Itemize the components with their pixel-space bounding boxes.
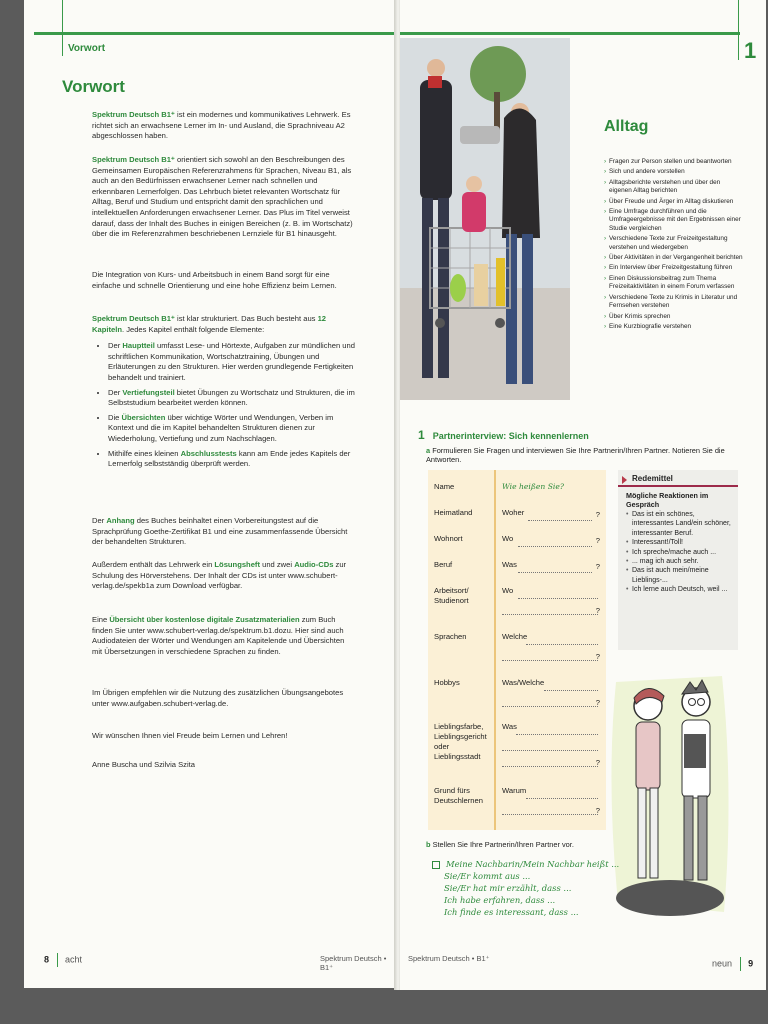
redemittel-item: • Interessant!/Toll!	[626, 538, 734, 547]
row-label: Wohnort	[434, 534, 463, 543]
topic-item: › Eine Umfrage durchführen und die Umfrageergebnisse mit den Ergebnissen einer Studie vergleichen	[604, 208, 744, 233]
phrase-item	[432, 870, 622, 882]
page-title: Vorwort	[62, 77, 125, 96]
item-key: Übersichten	[121, 412, 166, 422]
item-post: umfasst Lese- und Hörtexte, Aufgaben zur mündlichen und schriftlichen Kommunikation, Wortschatztraining, Übungen und Erläuterungen zu den Strukturen. Hier werden grundlegende Fertigkeiten behandelt und trainiert.	[108, 341, 355, 382]
item-pre: Mithilfe eines kleinen	[108, 448, 181, 458]
row-question: Was/Welche	[502, 678, 545, 687]
topic-item: › Eine Kurzbiografie verstehen	[604, 323, 744, 331]
paragraph-text: Eine	[92, 615, 110, 624]
redemittel-item: • Das ist ein schönes, interessantes Land/ein schöner, interessanter Beruf.	[626, 510, 734, 538]
paragraph-text: ist klar strukturiert. Das Buch besteht aus	[174, 314, 318, 323]
paragraph-text: ist ein modernes und kommunikatives Lehrwerk. Es richtet sich an erwachsene Lerner im In- und Ausland, die Sprachniveau A2 abgeschlossen haben.	[92, 110, 351, 141]
phrase-item	[432, 906, 622, 918]
answer-line[interactable]	[544, 690, 598, 691]
paragraph-integration: Die Integration von Kurs- und Arbeitsbuch in einem Band sorgt für eine einfache und schnelle Orientierung und eine hohe Effizienz beim Lernen.	[92, 270, 337, 290]
row-label: Sprachen	[434, 632, 467, 641]
brand-name: Spektrum Deutsch B1⁺	[92, 110, 175, 119]
answer-line[interactable]	[502, 750, 598, 751]
page-word: neun	[712, 958, 733, 969]
answer-line[interactable]	[518, 546, 592, 547]
paragraph-text: zum Buch finden Sie unter www.schubert-verlag.de/spektrum.b1.dozu. Hier sind auch Audiodateien der Wörter und Wendungen am Kapitelende und Übersichten mit Übersetzungen in verschiedene Sprachen zu finden.	[92, 615, 345, 656]
paragraph-framework	[92, 155, 356, 240]
topic-item: › Ein Interview über Freizeitgestaltung führen	[604, 264, 744, 272]
exercise-number: 1	[418, 428, 425, 442]
page-word: acht	[65, 954, 83, 965]
part-letter: b	[426, 840, 431, 849]
header-rule	[34, 32, 396, 35]
photo-illustration	[400, 38, 570, 400]
photo-family-shopping	[400, 38, 570, 400]
answer-line[interactable]	[502, 660, 598, 661]
exercise-title: Partnerinterview: Sich kennenlernen	[432, 431, 589, 441]
item-pre: Die	[108, 412, 122, 422]
row-label: Name	[434, 482, 455, 491]
row-question: Woher	[502, 508, 525, 517]
page-footer	[44, 953, 82, 967]
redemittel-box	[618, 470, 738, 650]
answer-line[interactable]	[528, 520, 592, 521]
topic-item: › Sich und andere vorstellen	[604, 168, 744, 176]
row-question: Was	[502, 560, 517, 569]
page-footer	[712, 957, 753, 971]
book-title-footer: Spektrum Deutsch • B1⁺	[408, 954, 490, 963]
paragraph-wishes: Wir wünschen Ihnen viel Freude beim Lernen und Lehren!	[92, 731, 288, 740]
triangle-arrow-icon	[622, 476, 627, 484]
row-label: Arbeitsort/ Studienort	[434, 586, 469, 605]
topic-item: › Einen Diskussionsbeitrag zum Thema Freizeitaktivitäten in einem Forum verfassen	[604, 275, 744, 292]
chapter-topics	[604, 158, 744, 333]
part-instruction: Formulieren Sie Fragen und interviewen Sie Ihre Partnerin/Ihren Partner. Notieren Sie die Antworten.	[426, 446, 725, 464]
row-label: Heimatland	[434, 508, 473, 517]
redemittel-item: • Das ist auch mein/meine Lieblings-...	[626, 566, 734, 585]
phrase-text: Meine Nachbarin/Mein Nachbar heißt ...	[446, 859, 620, 869]
topic-item: › Verschiedene Texte zur Freizeitgestaltung verstehen und wiedergeben	[604, 235, 744, 252]
item-pre: Der	[108, 387, 123, 397]
running-head: Vorwort	[68, 43, 106, 54]
item-key: Hauptteil	[122, 341, 155, 351]
paragraph-text: orientiert sich sowohl an den Beschreibungen des Gemeinsamen Europäischen Referenzrahmens für Sprachen, Niveau B1, als auch an den Bedürfnissen erwachsener Lerner nach schnellen und erkennbaren Lernerfolgen. Das Lehrbuch bietet relevanten Wortschatz für Alltag, Beruf und Studium und entspricht damit den sprachlichen und intellektuellen Anforderungen erwachsener Lerner. Das Plus im Titel verweist darauf, dass der Inhalt des Buches in einigen Bereichen (z. B. im Wortschatz) über die im Referenzrahmen beschriebenen Lernziele für B1 hinausgeht.	[92, 155, 353, 239]
paragraph-text: und zwei	[259, 560, 295, 569]
item-key: Vertiefungsteil	[122, 387, 175, 397]
item-post: kann am Ende jedes Kapitels der Lernerfolg selbstständig überprüft werden.	[108, 448, 351, 469]
topic-item: › Über Freude und Ärger im Alltag diskutieren	[604, 198, 744, 206]
paragraph-text: des Buches beinhaltet einen Vorbereitungstest auf die Sprachprüfung Goethe-Zertifikat B1 und eine zusammenfassende Übersicht der behandelten Strukturen.	[92, 516, 348, 547]
page-number: 9	[748, 958, 754, 969]
part-letter: a	[426, 446, 431, 455]
row-question: Wo	[502, 534, 514, 543]
phrase-text: Ich habe erfahren, dass ...	[444, 895, 556, 905]
element-list	[92, 341, 356, 470]
item-key: Abschlusstests	[180, 448, 237, 458]
list-item	[108, 388, 356, 409]
item-pre: Der	[108, 341, 123, 351]
paragraph-appendix	[92, 516, 356, 548]
answer-line[interactable]	[502, 814, 598, 815]
checkbox-icon[interactable]	[432, 861, 440, 869]
paragraph-exercises: Im Übrigen empfehlen wir die Nutzung des zusätzlichen Übungsangebotes unter www.aufgaben.schubert-verlag.de.	[92, 688, 344, 708]
paragraph-digital	[92, 615, 356, 657]
row-label: Hobbys	[434, 678, 460, 687]
header-rule	[400, 32, 740, 35]
paragraph-cds	[92, 560, 356, 592]
item-post: über wichtige Wörter und Wendungen, Verben im Kontext und die im Kapitel behandelten Strukturen dienen zur Wiederholung, Vertiefung und zum Nachschlagen.	[108, 412, 334, 443]
topic-item: › Alltagsberichte verstehen und über den eigenen Alltag berichten	[604, 179, 744, 196]
topic-item: › Fragen zur Person stellen und beantworten	[604, 158, 744, 166]
row-question: Warum	[502, 786, 527, 795]
brand-name: Spektrum Deutsch B1⁺	[92, 155, 175, 164]
exercise-part-b	[426, 840, 574, 849]
cartoon-illustration	[606, 662, 734, 920]
answer-line[interactable]	[502, 706, 598, 707]
paragraph-text: Der	[92, 516, 107, 525]
redemittel-item: • Ich spreche/mache auch ...	[626, 548, 734, 557]
exercise-heading	[418, 428, 589, 442]
paragraph-text: Außerdem enthält das Lehrwerk ein	[92, 560, 215, 569]
list-item	[108, 449, 356, 470]
row-question: Wie heißen Sie?	[502, 482, 564, 491]
list-item	[108, 413, 356, 445]
keyword: Übersicht über kostenlose digitale Zusatzmaterialien	[109, 615, 300, 624]
answer-line[interactable]	[502, 766, 598, 767]
answer-line[interactable]	[518, 572, 592, 573]
redemittel-item: • Ich lerne auch Deutsch, weil ...	[626, 585, 734, 594]
exercise-part-a	[426, 446, 756, 464]
cartoon-two-people-talking	[606, 662, 734, 920]
part-instruction: Stellen Sie Ihre Partnerin/Ihren Partner vor.	[432, 840, 574, 849]
phrase-item	[432, 894, 622, 906]
answer-line[interactable]	[526, 644, 598, 645]
phrase-text: Sie/Er kommt aus ...	[444, 871, 531, 881]
paragraph-structure	[92, 314, 356, 474]
list-item	[108, 341, 356, 383]
right-page	[400, 0, 766, 990]
keyword: Lösungsheft	[214, 560, 260, 569]
phrase-list	[432, 858, 622, 918]
row-label: Grund fürs Deutschlernen	[434, 786, 483, 805]
row-question: Was	[502, 722, 517, 731]
header-bar	[62, 0, 63, 56]
book-title-footer: Spektrum Deutsch • B1⁺	[320, 954, 387, 972]
row-label: Lieblingsfarbe, Lieblingsgericht oder Lieblingsstadt	[434, 722, 487, 761]
left-page	[24, 0, 396, 988]
redemittel-item: • ... mag ich auch sehr.	[626, 557, 734, 566]
item-post: bietet Übungen zu Wortschatz und Strukturen, die im Selbststudium bearbeitet werden können.	[108, 387, 355, 408]
chapter-number: 1	[744, 38, 757, 63]
answer-line[interactable]	[516, 734, 598, 735]
header-bar	[738, 0, 739, 60]
topic-item: › Über Krimis sprechen	[604, 313, 744, 321]
phrase-text: Ich finde es interessant, dass ...	[444, 907, 579, 917]
row-question: Welche	[502, 632, 528, 641]
row-label: Beruf	[434, 560, 453, 569]
phrase-item	[432, 882, 622, 894]
redemittel-subtitle: Mögliche Reaktionen im Gespräch	[626, 491, 709, 509]
topic-item: › Verschiedene Texte zu Krimis in Literatur und Fernsehen verstehen	[604, 294, 744, 311]
phrase-text: Sie/Er hat mir erzählt, dass ...	[444, 883, 572, 893]
paragraph-text: zur Schulung des Hörverstehens. Der Inhalt der CDs ist unter www.schubert-verlag.de/spekb1a zum Download verfügbar.	[92, 560, 347, 591]
row-question: Wo	[502, 586, 514, 595]
kapitel-count: 12 Kapiteln	[92, 314, 327, 334]
topic-item: › Über Aktivitäten in der Vergangenheit berichten	[604, 254, 744, 262]
paragraph-intro	[92, 110, 356, 142]
chapter-title: Alltag	[604, 118, 649, 135]
phrase-item	[432, 858, 622, 870]
keyword: Anhang	[106, 516, 135, 525]
redemittel-title: Redemittel	[618, 470, 738, 487]
answer-line[interactable]	[518, 598, 598, 599]
interview-table: Name Wie heißen Sie? Heimatland Woher ? Wohnort Wo ? Beruf Was ? Arbeitsort/ Studienort Wo ? Sprachen Welche ? Hobbys Was/Welche ? Lieblingsfarbe, Lieblingsgericht oder Lieblingsstadt Was ? Grund fürs Deutschlernen Warum ?	[428, 470, 606, 830]
answer-line[interactable]	[526, 798, 598, 799]
table-divider	[494, 470, 496, 830]
authors: Anne Buscha und Szilvia Szita	[92, 760, 195, 769]
answer-line[interactable]	[502, 614, 598, 615]
page-number: 8	[44, 954, 50, 965]
brand-name: Spektrum Deutsch B1⁺	[92, 314, 175, 323]
keyword: Audio-CDs	[294, 560, 334, 569]
redemittel-list	[618, 510, 738, 595]
paragraph-text: . Jedes Kapitel enthält folgende Elemente:	[121, 324, 265, 334]
